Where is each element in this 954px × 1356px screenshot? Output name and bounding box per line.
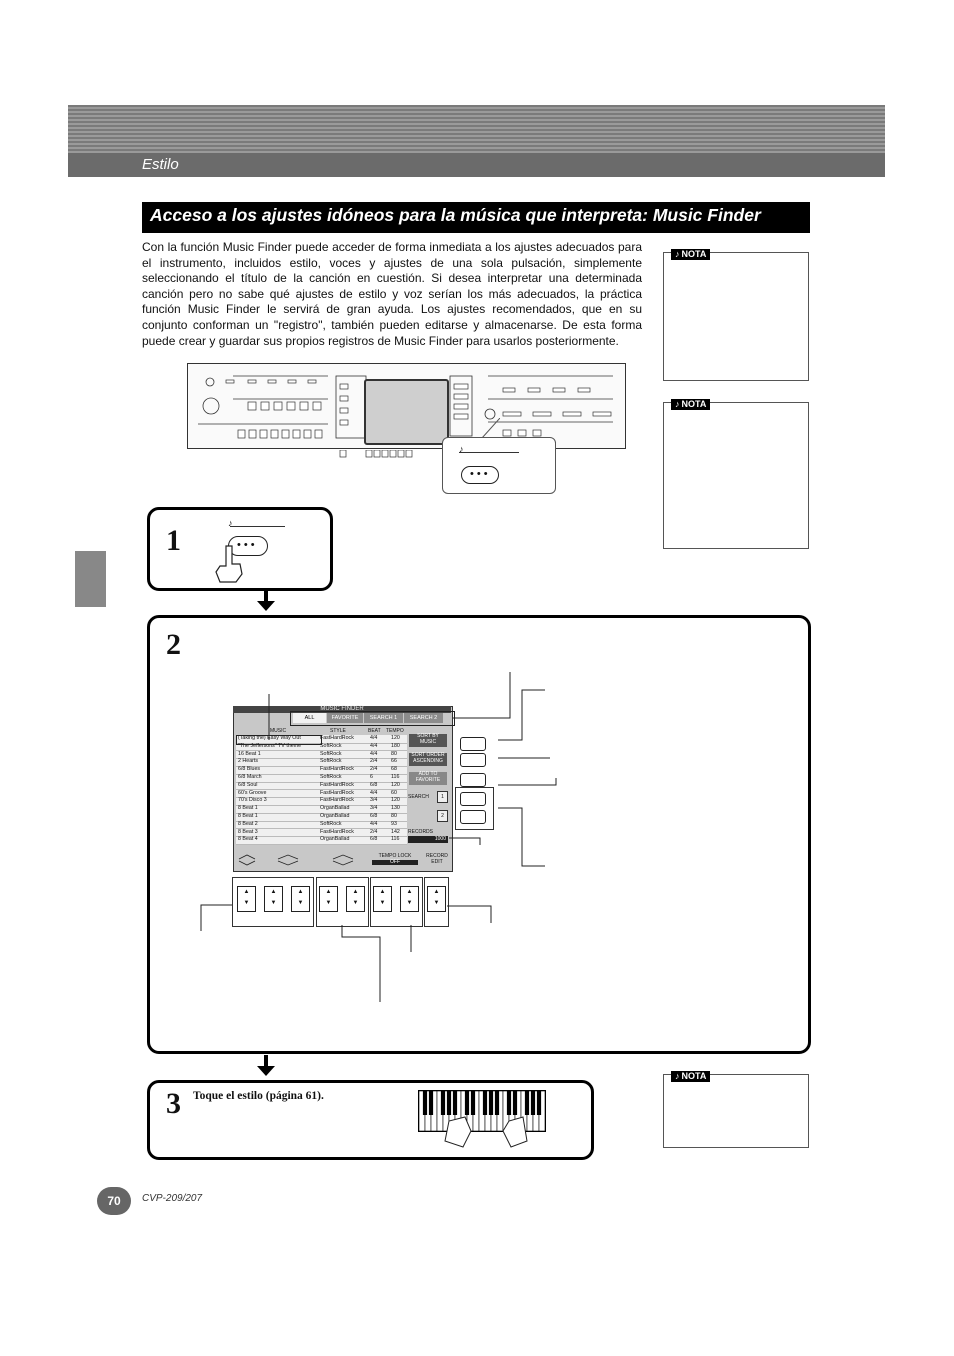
up-down-button[interactable]: ▲ ▼ [291,886,310,912]
step-number: 1 [166,524,181,557]
row-beat: 2/4 [370,766,378,773]
row-style: FastHardRock [320,789,354,796]
row-tempo: 68 [391,766,397,773]
search-1-button[interactable]: 1 [437,791,448,803]
arrow-down-icon [257,601,275,611]
up-down-button[interactable]: ▲ ▼ [427,886,446,912]
row-beat: 6 [370,774,373,780]
row-music: 8 Beat 3 [238,828,258,835]
step-number: 2 [166,628,181,661]
records-label: RECORDS [408,829,434,835]
row-beat: 2/4 [370,828,378,835]
up-down-button[interactable]: ▲ ▼ [237,886,256,912]
row-music: 6/8 March [238,774,262,780]
button-underline [230,526,285,527]
row-style: FastHardRock [320,828,354,835]
search-buttons-group [455,787,494,830]
row-music: 2 Hearts [238,758,259,765]
music-finder-button[interactable]: ••• [228,536,268,556]
row-beat: 4/4 [370,820,378,827]
column-header-beat: BEAT [368,728,381,734]
note-box-1 [663,249,809,381]
keyboard-hands-illustration [418,1090,546,1132]
row-music: (Taking the) Easy Way Out [238,735,301,741]
chapter-side-tab [75,551,106,607]
record-edit-label: RECORD EDIT [426,853,448,865]
panel-bottom-buttons [180,447,420,457]
up-down-button[interactable]: ▲ ▼ [264,886,283,912]
row-beat: 4/4 [370,789,378,796]
row-style: OrganBallad [320,805,350,812]
row-tempo: 60 [391,789,397,796]
row-music: "The Jeffersons" TV theme [238,742,302,749]
lcd-footer-arrows-2 [275,853,301,865]
row-beat: 4/4 [370,742,378,749]
note-tag: ♪ NOTA [671,249,710,260]
model-name: CVP-209/207 [142,1193,203,1204]
row-tempo: 120 [391,797,400,804]
row-tempo: 116 [391,774,400,780]
lcd-footer-arrows-3 [330,853,356,865]
up-down-button[interactable]: ▲ ▼ [319,886,338,912]
row-music: 60's Groove [238,789,267,796]
lcd-footer-arrows-1 [236,853,259,865]
row-music: 8 Beat 2 [238,820,258,827]
row-style: FastHardRock [320,766,354,773]
row-beat: 6/8 [370,781,378,788]
row-style: OrganBallad [320,836,350,843]
row-tempo: 80 [391,750,397,757]
page-number: 70 [97,1187,131,1215]
search-2-button[interactable]: 2 [437,810,448,822]
row-style: SoftRock [320,774,342,780]
row-beat: 3/4 [370,797,378,804]
header-strip [68,153,885,177]
tab-all[interactable]: ALL [293,713,326,723]
row-tempo: 120 [391,781,400,788]
row-music: 16 Beat 1 [238,750,261,757]
note-tag: ♪ NOTA [671,399,710,410]
row-tempo: 142 [391,828,400,835]
column-header-music: MUSIC [270,728,287,734]
row-beat: 3/4 [370,805,378,812]
music-finder-icon: ♪ [459,444,464,454]
row-style: SoftRock [320,758,342,765]
selected-row-highlight [236,735,322,745]
section-title: Acceso a los ajustes idóneos para la música que interpreta: Music Finder [150,205,761,225]
note-tag: ♪ NOTA [671,1071,710,1082]
column-header-tempo: TEMPO [386,728,404,734]
row-beat: 4/4 [370,750,378,757]
row-style: FastHardRock [320,781,354,788]
row-music: 8 Beat 1 [238,813,258,819]
column-header-style: STYLE [330,728,346,734]
row-style: FastHardRock [320,735,354,741]
note-box-3 [663,1071,809,1148]
lcd-column-headers [236,727,407,735]
row-beat: 2/4 [370,758,378,765]
tab-search-1[interactable]: SEARCH 1 [364,713,403,723]
step-3-text: Toque el estilo (página 61). [193,1090,324,1102]
section-label: Estilo [142,156,179,173]
step-1-box [147,507,333,591]
row-style: FastHardRock [320,797,354,804]
lcd-song-list[interactable] [236,735,407,845]
up-down-button[interactable]: ▲ ▼ [400,886,419,912]
row-tempo: 93 [391,820,397,827]
tabs-outline [290,711,455,726]
arrow-down-icon [257,1066,275,1076]
tempo-lock-label: TEMPO LOCK OFF [372,854,418,865]
row-style: SoftRock [320,750,342,757]
row-tempo: 80 [391,813,397,819]
row-beat: 4/4 [370,735,378,741]
row-music: 8 Beat 1 [238,805,258,812]
music-finder-button-callout [442,437,556,494]
screen-button-c[interactable] [460,773,486,787]
tab-search-2[interactable]: SEARCH 2 [404,713,443,723]
music-finder-button[interactable]: ••• [461,466,499,484]
row-style: OrganBallad [320,813,350,819]
intro-paragraph: Con la función Music Finder puede acceder de forma inmediata a los ajustes adecuados para el instrumento, incluidos estilo, voces y ajustes de una sola pulsación, simplemente seleccionando el título de la canción en cuestión. Si desea interpretar una determinada canción pero no sabe qué ajustes de estilo y voz serían los más adecuados, la práctica función Music Finder le servirá de gran ayuda. Los ajustes recomendados, que en su conjunto conforman un "registro", también pueden editarse y almacenarse. De esta forma puede crear y guardar sus propios registros de Music Finder para usarlos posteriormente. [142,240,642,348]
up-down-button[interactable]: ▲ ▼ [373,886,392,912]
screen-button-a[interactable] [460,737,486,751]
row-beat: 6/8 [370,813,378,819]
row-music: 70's Disco 3 [238,797,267,804]
note-box-2 [663,399,809,549]
search-label: SEARCH [408,794,429,800]
pressing-hand-icon [208,544,248,584]
row-style: SoftRock [320,742,342,749]
sort-order-label[interactable]: SORT ORDER ASCENDING [409,753,447,766]
row-tempo: 120 [391,735,400,741]
step-number: 3 [166,1087,181,1120]
row-music: 8 Beat 4 [238,836,258,843]
add-to-favorite-label[interactable]: ADD TO FAVORITE [409,772,447,785]
lcd-title: MUSIC FINDER [233,706,451,713]
sort-by-label[interactable]: SORT BY MUSIC [409,734,447,747]
row-style: SoftRock [320,820,342,827]
up-down-button[interactable]: ▲ ▼ [346,886,365,912]
row-tempo: 66 [391,758,397,765]
table-row[interactable] [236,836,407,845]
row-tempo: 130 [391,805,400,812]
row-tempo: 116 [391,836,400,843]
row-beat: 6/8 [370,836,378,843]
screen-button-b[interactable] [460,753,486,767]
panel-lcd-screen [364,379,449,445]
callout-line [459,452,519,453]
records-count: 1000 [408,836,448,843]
row-tempo: 180 [391,742,400,749]
music-finder-icon: ♪ [228,518,233,528]
row-music: 6/8 Soul [238,781,258,788]
row-music: 6/8 Blues [238,766,261,773]
tab-favorite[interactable]: FAVORITE [327,713,363,723]
